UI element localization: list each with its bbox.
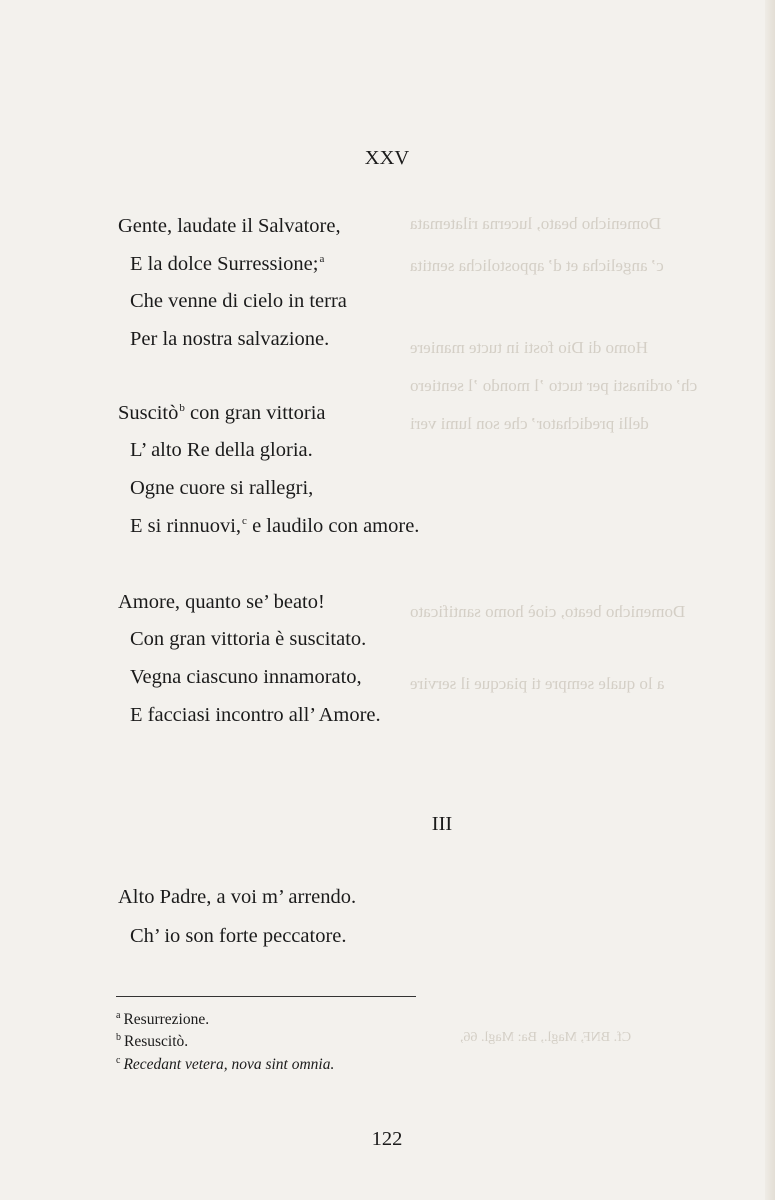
footnote: $^c$ Recedant vetera, nova sint omnia. xyxy=(116,1055,335,1073)
verse-line: Amore, quanto se’ beato! xyxy=(118,591,325,613)
footnote: $^a$ Resurrezione. xyxy=(116,1010,210,1028)
section-title-2: III xyxy=(431,813,453,835)
verse-line: Ch’ io son forte peccatore. xyxy=(130,925,347,947)
verse-line: Alto Padre, a voi m’ arrendo. xyxy=(118,886,357,908)
bleed-through-text: c’ angelicha et d’ appostolicha sentita xyxy=(410,256,664,275)
bleed-through-text: Domenicho beato, lucerna rilatemata xyxy=(410,214,662,233)
footnote-marker: a xyxy=(319,253,325,265)
footnote-divider xyxy=(116,996,416,997)
page-edge xyxy=(765,0,775,1200)
bleed-through-text: Homo di Dio fosti in tucte maniere xyxy=(410,338,648,357)
bleed-through-text: Cf. BNF, Magl., Ba: Magl. 66, xyxy=(460,1030,632,1045)
verse-line: Che venne di cielo in terra xyxy=(130,290,347,312)
verse-line: Con gran vittoria è suscitato. xyxy=(130,628,367,650)
footnote: $^b$ Resuscitò. xyxy=(116,1032,189,1050)
verse-line: Vegna ciascuno innamorato, xyxy=(130,666,362,688)
bleed-through-text: ch’ ordinasti per tucto ’l mondo ’l sentiero xyxy=(410,376,698,395)
page-number: 122 xyxy=(371,1128,403,1150)
verse-line: E la dolce Surressione;$^a$ xyxy=(130,253,325,275)
verse-line: Gente, laudate il Salvatore, xyxy=(118,215,341,237)
bleed-through-text: a lo quale sempre ti piacque il servire xyxy=(410,674,665,693)
section-title: XXV xyxy=(364,147,410,169)
verse-line: L’ alto Re della gloria. xyxy=(130,439,313,461)
bleed-through-text: delli predichator’ che son lumi veri xyxy=(410,414,649,433)
verse-line: Ogne cuore si rallegri, xyxy=(130,477,314,499)
verse-line: E si rinnuovi,$^c$ e laudilo con amore. xyxy=(130,515,420,537)
footnote-marker: b xyxy=(179,402,185,414)
bleed-through-text: Domenicho beato, cioè homo santificato xyxy=(410,602,686,621)
verse-line: Per la nostra salvazione. xyxy=(130,328,330,350)
footnote-marker: c xyxy=(242,515,247,527)
verse-line: Suscitò$^b$ con gran vittoria xyxy=(118,402,326,424)
verse-line: E facciasi incontro all’ Amore. xyxy=(130,704,381,726)
